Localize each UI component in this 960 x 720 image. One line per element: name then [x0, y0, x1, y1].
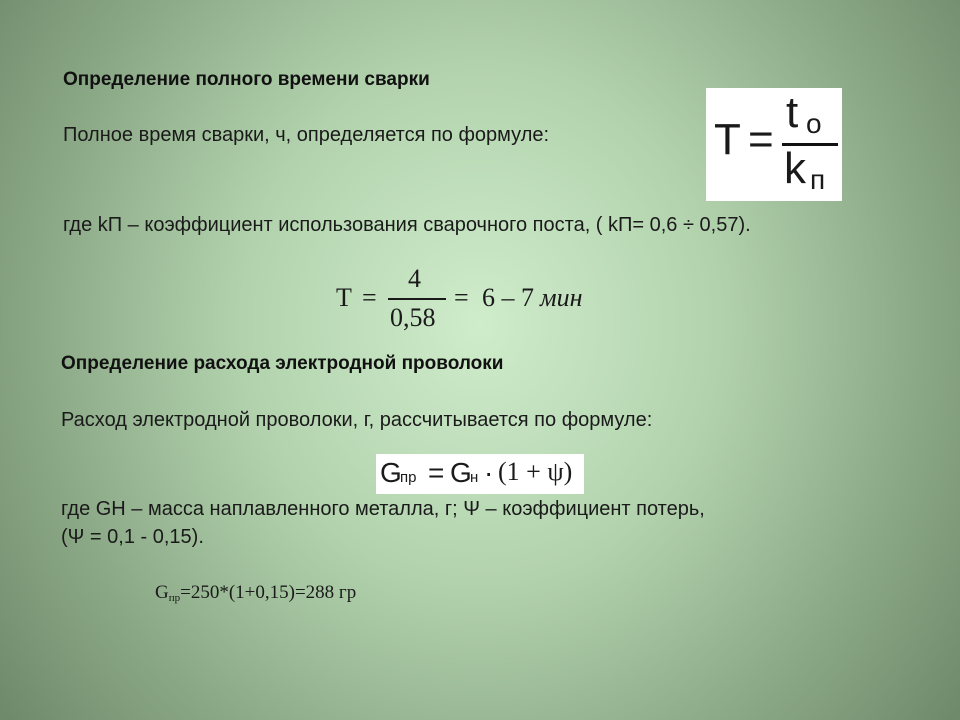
calc-unit: мин [540, 283, 583, 312]
calc-numerator: 4 [408, 264, 421, 293]
calc-lhs: T [336, 283, 352, 312]
formula-denominator: k [784, 144, 806, 193]
calc-denominator: 0,58 [390, 303, 436, 332]
formula-numerator: t [786, 88, 799, 137]
formula-equals: = [428, 457, 445, 488]
formula-equals: = [748, 115, 774, 164]
formula-numerator-sub: o [806, 108, 822, 139]
formula-factor: (1 + ψ) [498, 457, 573, 486]
formula-g2-sub: н [470, 469, 479, 486]
formula-total-time [706, 88, 842, 201]
calc-result: 6 – 7 [482, 283, 534, 312]
total-time-intro: Полное время сварки, ч, определяется по формуле: [63, 124, 550, 146]
formula-wire-consumption [376, 454, 584, 494]
heading-total-welding-time: Определение полного времени сварки [63, 69, 430, 90]
time-calculation [336, 262, 616, 334]
kp-note: где kП – коэффициент использования сварочного поста, ( kП= 0,6 ÷ 0,57). [63, 214, 751, 236]
wire-consumption-intro: Расход электродной проволоки, г, рассчитывается по формуле: [61, 409, 653, 431]
gn-note-line2: (Ψ = 0,1 - 0,15). [61, 526, 204, 548]
formula-dot: · [484, 457, 494, 488]
formula-g2: G [450, 457, 472, 488]
calc-equals-2: = [454, 283, 469, 312]
formula-denominator-sub: п [810, 164, 826, 195]
formula-lhs: T [714, 115, 741, 164]
formula-g1: G [380, 457, 402, 488]
gn-note-line1: где GН – масса наплавленного металла, г; Ψ – коэффициент потерь, [61, 498, 705, 520]
wire-calculation [155, 582, 356, 604]
formula-g1-sub: пр [400, 469, 417, 486]
heading-wire-consumption: Определение расхода электродной проволоки [61, 353, 504, 374]
wire-calc-g-sub: пр [168, 592, 181, 604]
wire-calc-g: G [155, 582, 169, 603]
calc-fraction-bar [388, 298, 446, 300]
calc-equals-1: = [362, 283, 377, 312]
wire-calc-rest: =250*(1+0,15)=288 гр [180, 582, 357, 603]
